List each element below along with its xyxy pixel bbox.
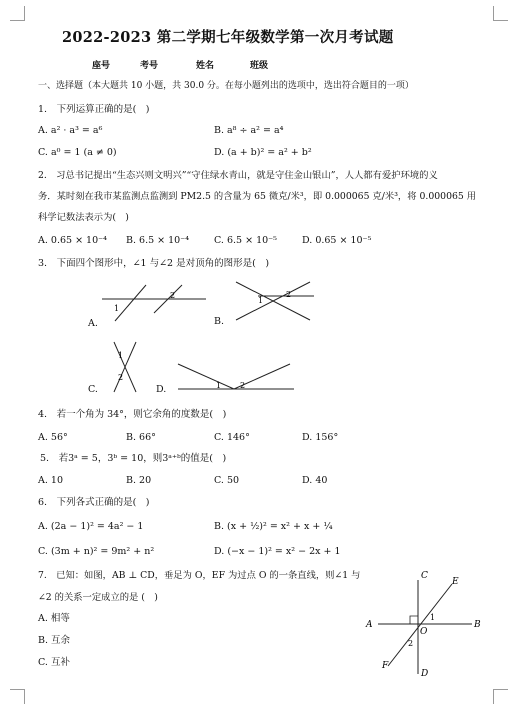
q6-stem: 6. 下列各式正确的是( ) xyxy=(38,497,150,508)
crop-mark-top-right xyxy=(493,6,508,21)
q6-option-c: C. (3m + n)² = 9m² + n² xyxy=(38,546,155,557)
q7-angle-2: 2 xyxy=(408,639,414,648)
q6-option-a: A. (2a − 1)² = 4a² − 1 xyxy=(38,521,144,532)
q3-option-d: D. xyxy=(156,384,167,395)
crop-mark-bottom-right xyxy=(493,689,508,704)
q7-angle-1: 1 xyxy=(430,613,436,622)
q3-figure-b xyxy=(228,276,318,326)
section-heading: 一、选择题（本大题共 10 小题，共 30.0 分。在每小题列出的选项中，选出符合题目的一项） xyxy=(38,81,414,91)
q7-label-d: D xyxy=(421,669,429,679)
q3-figure-a xyxy=(100,283,210,323)
q7-line-1: 7. 已知：如图，AB ⊥ CD，垂足为 O，EF 为过点 O 的一条直线，则∠1 与 xyxy=(38,570,361,581)
q3-figure-d xyxy=(172,360,300,396)
q2-line-1: 2. 习总书记提出“生态兴则文明兴”“守住绿水青山，就是守住金山银山”，人人都有爱护环境的义 xyxy=(38,170,438,181)
svg-text:1: 1 xyxy=(258,296,264,305)
crop-mark-top-left xyxy=(10,6,25,21)
q5-option-c: C. 50 xyxy=(214,475,240,486)
q1-stem: 1. 下列运算正确的是( ) xyxy=(38,104,150,115)
q4-option-b: B. 66° xyxy=(126,432,156,443)
q3-option-c: C. xyxy=(88,384,98,395)
q1-option-b: B. a⁸ ÷ a² = a⁴ xyxy=(214,125,284,136)
q4-option-d: D. 156° xyxy=(302,432,339,443)
info-exam-number-label: 考号 xyxy=(140,61,159,71)
q4-stem: 4. 若一个角为 34°，则它余角的度数是( ) xyxy=(38,409,227,420)
svg-text:2: 2 xyxy=(170,291,176,300)
q2-option-d: D. 0.65 × 10⁻⁵ xyxy=(302,235,372,246)
crop-mark-bottom-left xyxy=(10,689,25,704)
q6-option-b: B. (x + ½)² = x² + x + ¼ xyxy=(214,521,333,532)
q7-label-f: F xyxy=(382,661,389,671)
q4-option-c: C. 146° xyxy=(214,432,250,443)
q7-option-a: A. 相等 xyxy=(38,613,70,624)
svg-text:1: 1 xyxy=(216,381,222,390)
info-name-label: 姓名 xyxy=(196,61,215,71)
q4-option-a: A. 56° xyxy=(38,432,68,443)
q5-option-a: A. 10 xyxy=(38,475,63,486)
q5-stem: 5. 若3ᵃ = 5，3ᵇ = 10，则3ᵃ⁺ᵇ的值是( ) xyxy=(40,453,227,464)
q7-figure xyxy=(360,566,490,684)
q3-stem: 3. 下面四个图形中，∠1 与∠2 是对顶角的图形是( ) xyxy=(38,258,270,269)
svg-text:2: 2 xyxy=(286,290,292,299)
svg-text:2: 2 xyxy=(240,381,246,390)
q1-option-c: C. a⁰ = 1 (a ≠ 0) xyxy=(38,147,117,158)
q7-label-b: B xyxy=(474,620,481,630)
info-seat-label: 座号 xyxy=(92,61,111,71)
q2-option-a: A. 0.65 × 10⁻⁴ xyxy=(38,235,107,246)
q6-option-d: D. (−x − 1)² = x² − 2x + 1 xyxy=(214,546,341,557)
q3-option-a: A. xyxy=(88,318,98,329)
q2-line-2: 务．某时刻在我市某监测点监测到 PM2.5 的含量为 65 微克/米³，即 0.000065 克/米³，将 0.000065 用 xyxy=(38,191,477,202)
q5-option-b: B. 20 xyxy=(126,475,152,486)
q7-label-e: E xyxy=(452,577,459,587)
q7-label-o: O xyxy=(420,627,428,637)
q2-line-3: 科学记数法表示为( ) xyxy=(38,212,129,223)
q7-label-c: C xyxy=(421,571,428,581)
q7-option-b: B. 互余 xyxy=(38,635,71,646)
svg-text:1: 1 xyxy=(118,351,124,360)
q7-option-c: C. 互补 xyxy=(38,657,70,668)
info-class-label: 班级 xyxy=(250,61,269,71)
svg-text:1: 1 xyxy=(114,304,120,313)
q3-option-b: B. xyxy=(214,316,225,327)
q5-option-d: D. 40 xyxy=(302,475,328,486)
svg-text:2: 2 xyxy=(118,373,124,382)
q3-figure-c xyxy=(106,338,146,396)
page-title: 2022-2023 第二学期七年级数学第一次月考试题 xyxy=(62,29,394,46)
q7-label-a: A xyxy=(366,620,373,630)
q7-line-2: ∠2 的关系一定成立的是 ( ) xyxy=(38,592,158,603)
q2-option-c: C. 6.5 × 10⁻⁵ xyxy=(214,235,277,246)
q1-option-a: A. a² · a³ = a⁶ xyxy=(38,125,103,136)
q2-option-b: B. 6.5 × 10⁻⁴ xyxy=(126,235,190,246)
q1-option-d: D. (a + b)² = a² + b² xyxy=(214,147,312,158)
